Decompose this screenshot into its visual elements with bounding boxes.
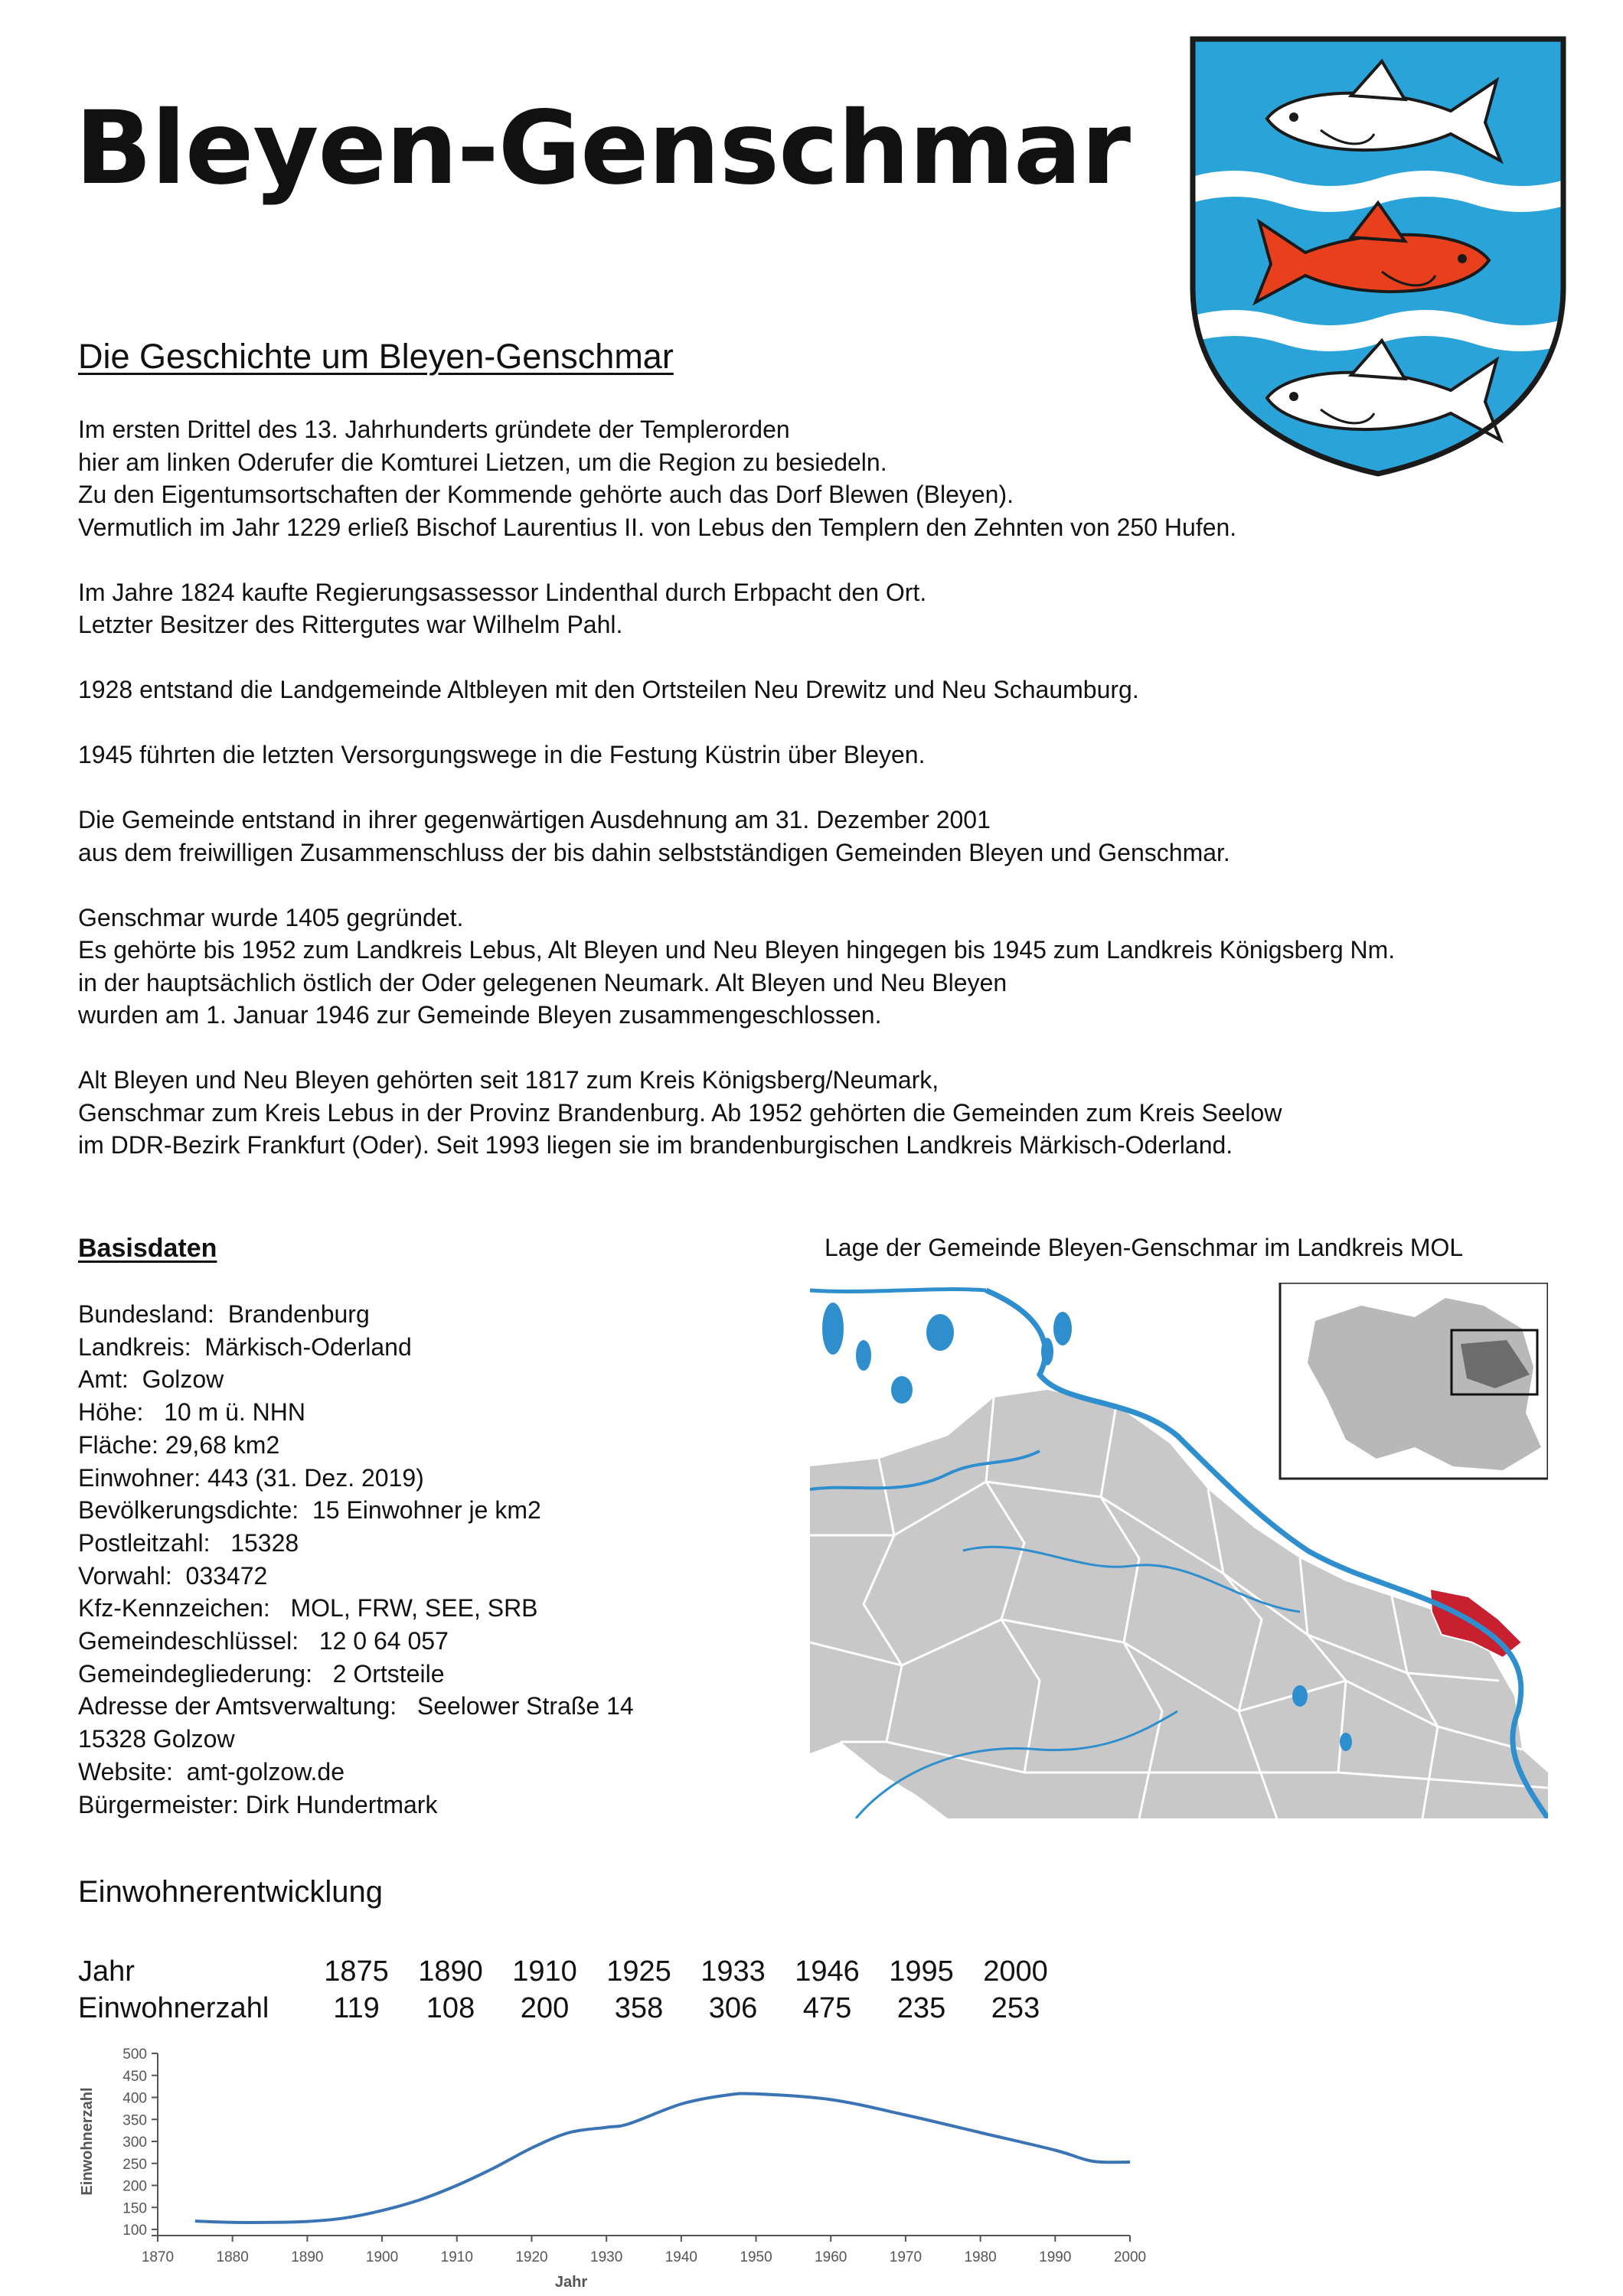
population-chart — [73, 2040, 1161, 2288]
basisdaten-item: Bürgermeister: Dirk Hundertmark — [78, 1790, 438, 1818]
year-cell: 1946 — [795, 1955, 860, 1988]
history-line: Zu den Eigentumsortschaften der Kommende gehörte auch das Dorf Blewen (Bleyen). — [78, 481, 1014, 508]
table-row-values — [78, 1990, 1063, 2027]
history-line: Genschmar wurde 1405 gegründet. — [78, 903, 464, 931]
basisdaten-item: Website: amt-golzow.de — [78, 1757, 345, 1786]
page-title: Bleyen-Genschmar — [75, 90, 1131, 207]
population-cell: 475 — [802, 1991, 852, 2024]
history-heading: Die Geschichte um Bleyen-Genschmar — [78, 337, 674, 376]
basisdaten-item: Adresse der Amtsverwaltung: Seelower Straße 14 — [78, 1692, 634, 1720]
history-paragraph — [78, 576, 1594, 641]
history-line: hier am linken Oderufer die Komturei Lietzen, um die Region zu besiedeln. — [78, 448, 887, 476]
basisdaten-heading: Basisdaten — [78, 1234, 217, 1263]
history-line: aus dem freiwilligen Zusammenschluss der bis dahin selbstständigen Gemeinden Bleyen und Genschmar. — [78, 838, 1230, 866]
x-axis-label: Jahr — [554, 2274, 588, 2288]
x-tick-label: 1910 — [440, 2249, 473, 2265]
population-cell: 108 — [426, 1991, 475, 2024]
location-map — [810, 1283, 1548, 1818]
map-caption: Lage der Gemeinde Bleyen-Genschmar im Landkreis MOL — [825, 1234, 1464, 1261]
history-line: 1928 entstand die Landgemeinde Altbleyen mit den Ortsteilen Neu Drewitz und Neu Schaumburg. — [78, 676, 1139, 703]
x-tick-label: 1980 — [964, 2249, 997, 2265]
x-tick-label: 1930 — [590, 2249, 623, 2265]
basisdaten-item: Landkreis: Märkisch-Oderland — [78, 1332, 412, 1361]
basisdaten-item: Höhe: 10 m ü. NHN — [78, 1398, 305, 1427]
x-tick-label: 1880 — [216, 2249, 249, 2265]
x-tick-label: 1970 — [889, 2249, 923, 2265]
population-table — [78, 1953, 1063, 2027]
basisdaten-item: Gemeindeschlüssel: 12 0 64 057 — [78, 1627, 449, 1655]
basisdaten-item: Fläche: 29,68 km2 — [78, 1430, 280, 1459]
x-tick-label: 1870 — [141, 2249, 175, 2265]
basisdaten-item: Postleitzahl: 15328 — [78, 1528, 299, 1557]
basisdaten-item: Bevölkerungsdichte: 15 Einwohner je km2 — [78, 1496, 541, 1525]
table-row-years — [78, 1953, 1063, 1990]
x-tick-label: 1900 — [365, 2249, 399, 2265]
basisdaten-item: Amt: Golzow — [78, 1365, 224, 1394]
history-paragraph — [78, 1064, 1594, 1162]
basisdaten-item: Vorwahl: 033472 — [78, 1561, 268, 1590]
history-line: in der hauptsächlich östlich der Oder gelegenen Neumark. Alt Bleyen und Neu Bleyen — [78, 968, 1007, 996]
year-cell: 1875 — [324, 1955, 389, 1988]
y-tick-label: 150 — [122, 2200, 147, 2217]
population-cell: 358 — [614, 1991, 664, 2024]
x-tick-label: 1950 — [740, 2249, 772, 2265]
x-tick-label: 1990 — [1039, 2249, 1072, 2265]
year-cell: 1910 — [512, 1955, 577, 1988]
history-line: 1945 führten die letzten Versorgungswege in die Festung Küstrin über Bleyen. — [78, 741, 926, 768]
y-tick-label: 250 — [122, 2156, 147, 2173]
history-paragraph — [78, 804, 1594, 869]
population-line — [195, 2093, 1130, 2223]
basisdaten-item: Kfz-Kennzeichen: MOL, FRW, SEE, SRB — [78, 1594, 538, 1623]
history-paragraph — [78, 902, 1594, 1032]
coat-of-arms — [1187, 34, 1569, 478]
basisdaten-item: Einwohner: 443 (31. Dez. 2019) — [78, 1463, 424, 1492]
x-tick-label: 1890 — [291, 2249, 324, 2265]
history-line: Im ersten Drittel des 13. Jahrhunderts gründete der Templerorden — [78, 416, 790, 443]
basisdaten-item: 15328 Golzow — [78, 1725, 235, 1753]
inset-map-brandenburg — [1280, 1283, 1548, 1479]
year-cell: 1890 — [418, 1955, 483, 1988]
history-line: Genschmar zum Kreis Lebus in der Provinz Brandenburg. Ab 1952 gehörten die Gemeinden zum Kreis Seelow — [78, 1098, 1282, 1127]
year-cell: 2000 — [983, 1955, 1048, 1988]
history-line: wurden am 1. Januar 1946 zur Gemeinde Bleyen zusammengeschlossen. — [78, 1001, 882, 1029]
basisdaten-item: Gemeindegliederung: 2 Ortsteile — [78, 1659, 445, 1688]
history-line: Im Jahre 1824 kaufte Regierungsassessor Lindenthal durch Erbpacht den Ort. — [78, 578, 927, 606]
history-line: Es gehörte bis 1952 zum Landkreis Lebus, Alt Bleyen und Neu Bleyen hingegen bis 1945 zum Landkreis Königsberg Nm. — [78, 936, 1396, 964]
y-tick-label: 100 — [122, 2223, 147, 2239]
x-tick-label: 1940 — [665, 2249, 697, 2265]
year-cell: 1995 — [889, 1955, 954, 1988]
row-label-population: Einwohnerzahl — [78, 1991, 269, 2024]
y-tick-label: 400 — [122, 2090, 147, 2107]
y-tick-label: 500 — [122, 2047, 147, 2063]
y-tick-label: 200 — [122, 2178, 147, 2195]
y-tick-label: 450 — [122, 2068, 147, 2085]
row-label-years: Jahr — [78, 1955, 135, 1988]
history-line: Vermutlich im Jahr 1229 erließ Bischof Laurentius II. von Lebus den Templern den Zehnten von 250 Hufen. — [78, 513, 1237, 541]
history-line: Die Gemeinde entstand in ihrer gegenwärtigen Ausdehnung am 31. Dezember 2001 — [78, 806, 991, 833]
population-cell: 119 — [333, 1991, 380, 2024]
history-line: Alt Bleyen und Neu Bleyen gehörten seit 1817 zum Kreis Königsberg/Neumark, — [78, 1066, 939, 1094]
population-cell: 200 — [520, 1991, 570, 2024]
history-line: im DDR-Bezirk Frankfurt (Oder). Seit 1993 liegen sie im brandenburgischen Landkreis Märkisch-Oderland. — [78, 1131, 1233, 1159]
year-cell: 1925 — [606, 1955, 671, 1988]
history-paragraph — [78, 739, 1594, 771]
history-line: Letzter Besitzer des Rittergutes war Wilhelm Pahl. — [78, 611, 623, 638]
history-paragraph — [78, 673, 1594, 706]
year-cell: 1933 — [700, 1955, 766, 1988]
population-cell: 306 — [708, 1991, 758, 2024]
population-cell: 253 — [991, 1991, 1040, 2024]
y-axis-label: Einwohnerzahl — [79, 2087, 96, 2196]
x-tick-label: 2000 — [1113, 2249, 1147, 2265]
population-cell: 235 — [896, 1991, 946, 2024]
basisdaten-list — [78, 1298, 634, 1821]
population-heading: Einwohnerentwicklung — [78, 1875, 384, 1909]
x-tick-label: 1920 — [515, 2249, 548, 2265]
y-tick-label: 300 — [122, 2135, 147, 2151]
history-paragraph — [78, 413, 1594, 543]
history-text — [78, 413, 1594, 1194]
y-tick-label: 350 — [122, 2112, 147, 2129]
x-tick-label: 1960 — [815, 2249, 847, 2265]
basisdaten-item: Bundesland: Brandenburg — [78, 1300, 370, 1328]
